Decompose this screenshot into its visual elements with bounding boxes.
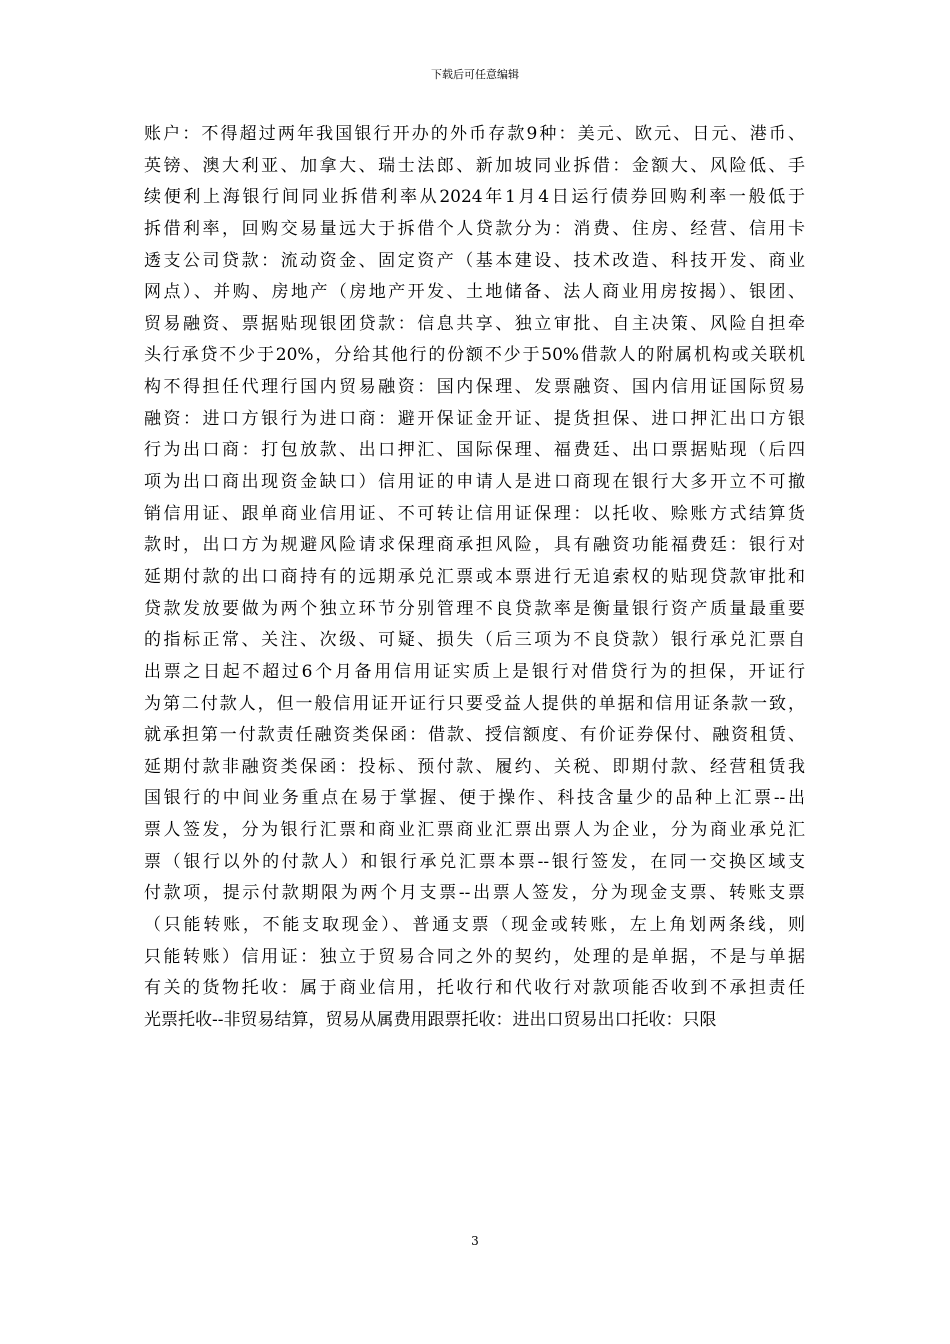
text-line: 头行承贷不少于20%，分给其他行的份额不少于50%借款人的附属机构或关联机 <box>144 345 805 366</box>
text-line: 国银行的中间业务重点在易于掌握、便于操作、科技含量少的品种上汇票--出 <box>144 788 805 809</box>
text-line: 有关的货物托收：属于商业信用，托收行和代收行对款项能否收到不承担责任 <box>144 978 805 999</box>
page-header: 下载后可任意编辑 <box>431 68 519 81</box>
text-line: （只能转账，不能支取现金）、普通支票（现金或转账，左上角划两条线，则 <box>144 915 805 936</box>
text-line: 项为出口商出现资金缺口）信用证的申请人是进口商现在银行大多开立不可撤 <box>144 472 805 493</box>
page-number: 3 <box>471 1234 479 1248</box>
text-line: 付款项，提示付款期限为两个月支票--出票人签发，分为现金支票、转账支票 <box>144 883 805 904</box>
text-line: 英镑、澳大利亚、加拿大、瑞士法郎、新加坡同业拆借：金额大、风险低、手 <box>144 155 805 176</box>
text-line: 账户：不得超过两年我国银行开办的外币存款9种：美元、欧元、日元、港币、 <box>144 124 805 144</box>
text-line: 销信用证、跟单商业信用证、不可转让信用证保理：以托收、赊账方式结算货 <box>144 503 805 524</box>
text-line: 构不得担任代理行国内贸易融资：国内保理、发票融资、国内信用证国际贸易 <box>144 377 805 398</box>
body-text <box>144 119 805 1037</box>
text-line: 只能转账）信用证：独立于贸易合同之外的契约，处理的是单据，不是与单据 <box>144 946 805 967</box>
text-line: 为第二付款人，但一般信用证开证行只要受益人提供的单据和信用证条款一致， <box>144 693 805 714</box>
text-line: 网点）、并购、房地产（房地产开发、土地储备、法人商业用房按揭）、银团、 <box>144 282 805 303</box>
text-line: 光票托收--非贸易结算，贸易从属费用跟票托收：进出口贸易出口托收：只限 <box>144 1009 717 1030</box>
text-line: 融资：进口方银行为进口商：避开保证金开证、提货担保、进口押汇出口方银 <box>144 408 805 429</box>
text-line: 贷款发放要做为两个独立环节分别管理不良贷款率是衡量银行资产质量最重要 <box>144 598 805 619</box>
text-line: 的指标正常、关注、次级、可疑、损失（后三项为不良贷款）银行承兑汇票自 <box>144 630 805 651</box>
text-line: 就承担第一付款责任融资类保函：借款、授信额度、有价证券保付、融资租赁、 <box>144 725 805 746</box>
text-line: 行为出口商：打包放款、出口押汇、国际保理、福费廷、出口票据贴现（后四 <box>144 440 805 461</box>
text-line: 拆借利率，回购交易量远大于拆借个人贷款分为：消费、住房、经营、信用卡 <box>144 218 805 239</box>
text-line: 延期付款的出口商持有的远期承兑汇票或本票进行无追索权的贴现贷款审批和 <box>144 566 805 587</box>
text-line: 出票之日起不超过6个月备用信用证实质上是银行对借贷行为的担保，开证行 <box>144 661 805 682</box>
text-line: 票（银行以外的付款人）和银行承兑汇票本票--银行签发，在同一交换区域支 <box>144 851 805 872</box>
text-line: 票人签发，分为银行汇票和商业汇票商业汇票出票人为企业，分为商业承兑汇 <box>144 820 805 841</box>
text-line: 续便利上海银行间同业拆借利率从2024年1月4日运行债券回购利率一般低于 <box>144 187 805 208</box>
text-line: 贸易融资、票据贴现银团贷款：信息共享、独立审批、自主决策、风险自担牵 <box>144 313 805 334</box>
text-line: 透支公司贷款：流动资金、固定资产（基本建设、技术改造、科技开发、商业 <box>144 250 805 271</box>
text-line: 延期付款非融资类保函：投标、预付款、履约、关税、即期付款、经营租赁我 <box>144 756 805 777</box>
text-line: 款时，出口方为规避风险请求保理商承担风险，具有融资功能福费廷：银行对 <box>144 535 805 556</box>
